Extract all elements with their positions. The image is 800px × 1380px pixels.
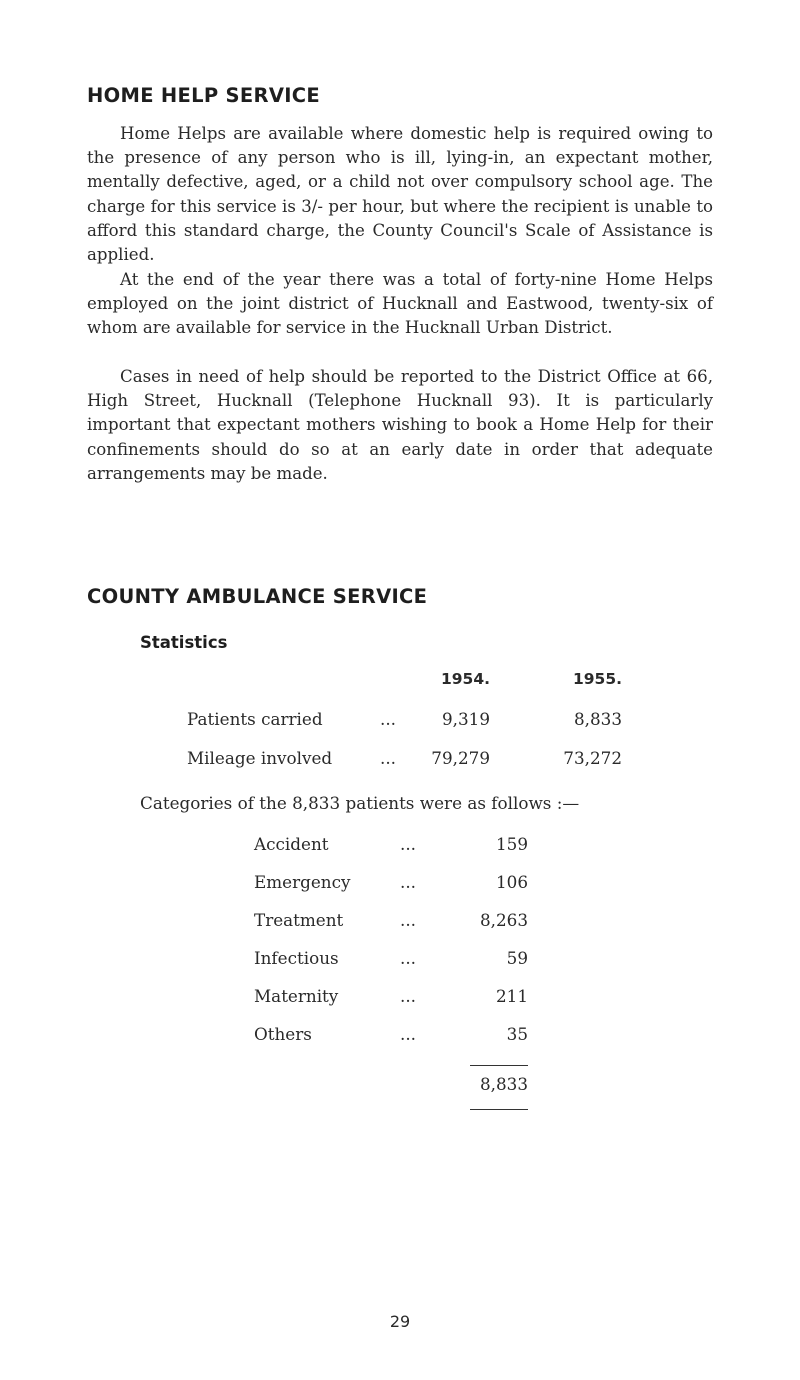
category-label: Infectious (254, 948, 339, 968)
category-value: 211 (495, 986, 528, 1006)
category-label: Treatment (254, 910, 344, 930)
stats-label: Mileage involved (187, 748, 333, 768)
leader-dots: ... (380, 748, 397, 768)
categories-intro: Categories of the 8,833 patients were as follows :— (140, 793, 580, 813)
leader-dots: ... (400, 910, 417, 930)
leader-dots: ... (400, 872, 417, 892)
stats-row-patients (0, 709, 800, 735)
category-label: Others (254, 1024, 312, 1044)
stats-header-row (0, 670, 800, 696)
category-value: 159 (495, 834, 528, 854)
leader-dots: ... (400, 986, 417, 1006)
categories-total: 8,833 (479, 1074, 528, 1094)
stats-value-1954: 79,279 (431, 748, 490, 768)
category-row (0, 948, 800, 974)
year-1954-header: 1954. (440, 670, 490, 688)
category-row (0, 986, 800, 1012)
category-value: 8,263 (479, 910, 528, 930)
stats-row-mileage (0, 748, 800, 774)
stats-value-1955: 73,272 (563, 748, 622, 768)
category-row (0, 1024, 800, 1050)
total-rule-bottom (470, 1109, 528, 1110)
total-rule-top (470, 1065, 528, 1066)
page-number: 29 (389, 1312, 411, 1331)
category-row (0, 872, 800, 898)
home-help-paragraph-2: At the end of the year there was a total of forty-nine Home Helps employed on the joint district of Hucknall and Eastwood, twenty-six of whom are available for service in the Hucknall Urban District. (87, 270, 713, 338)
category-value: 35 (506, 1024, 528, 1044)
stats-value-1955: 8,833 (573, 709, 622, 729)
leader-dots: ... (400, 1024, 417, 1044)
leader-dots: ... (400, 948, 417, 968)
category-row (0, 910, 800, 936)
home-help-heading: HOME HELP SERVICE (87, 84, 321, 107)
category-value: 59 (506, 948, 528, 968)
stats-value-1954: 9,319 (441, 709, 490, 729)
leader-dots: ... (380, 709, 397, 729)
leader-dots: ... (400, 834, 417, 854)
category-label: Maternity (254, 986, 339, 1006)
category-value: 106 (495, 872, 528, 892)
category-label: Accident (254, 834, 329, 854)
ambulance-heading: COUNTY AMBULANCE SERVICE (87, 585, 428, 608)
category-label: Emergency (254, 872, 351, 892)
year-1955-header: 1955. (572, 670, 622, 688)
home-help-paragraph-3: Cases in need of help should be reported to the District Office at 66, High Street, Hucknall (Telephone Hucknall 93). It is particularly important that expectant mothers wishing to book a Home Help for their confinements should do so at an early date in order that adequate arrangements may be made. (87, 367, 713, 483)
stats-label: Patients carried (187, 709, 323, 729)
statistics-heading: Statistics (140, 633, 228, 652)
home-help-paragraph-1: Home Helps are available where domestic help is required owing to the presence of any person who is ill, lying-in, an expectant mother, mentally defective, aged, or a child not over compulsory school age. The charge for this service is 3/- per hour, but where the recipient is unable to afford this standard charge, the County Council's Scale of Assistance is applied. (87, 124, 713, 265)
category-row (0, 834, 800, 860)
